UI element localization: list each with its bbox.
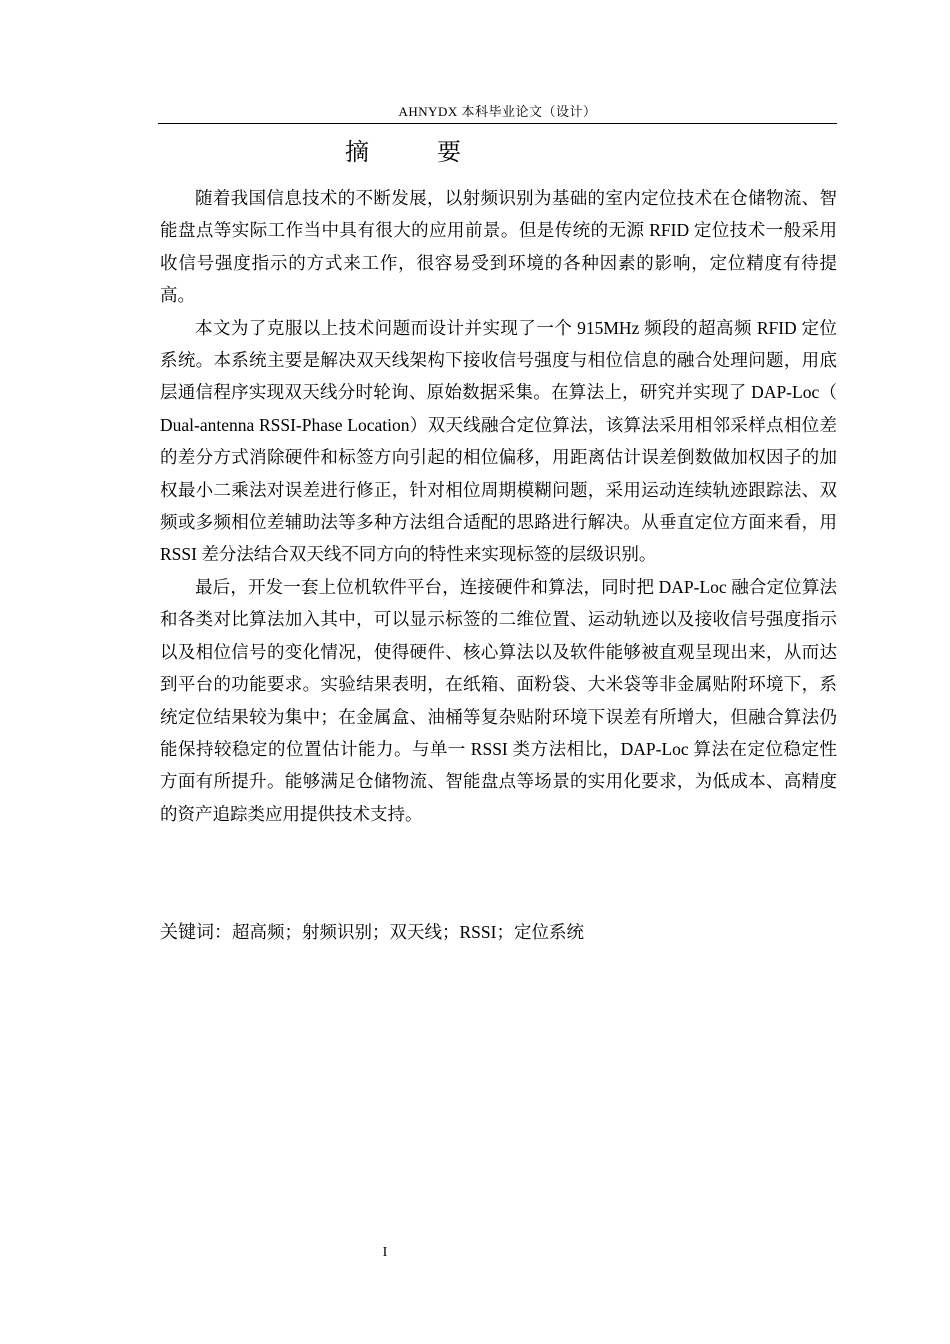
abstract-body: [160, 182, 837, 830]
keywords-line: [160, 916, 837, 949]
keywords-text: 超高频；射频识别；双天线；RSSI；定位系统: [232, 922, 584, 942]
header-rule: [158, 123, 837, 124]
page-number: I: [382, 1245, 388, 1260]
abstract-paragraph-1: 随着我国信息技术的不断发展，以射频识别为基础的室内定位技术在仓储物流、智能盘点等实际工作当中具有很大的应用前景。但是传统的无源 RFID 定位技术一般采用收信号强度指示的方式来工作，很容易受到环境的各种因素的影响，定位精度有待提高。: [160, 188, 837, 306]
abstract-title: 摘 要: [345, 138, 483, 166]
abstract-paragraph-3: 最后，开发一套上位机软件平台，连接硬件和算法，同时把 DAP-Loc 融合定位算法和各类对比算法加入其中，可以显示标签的二维位置、运动轨迹以及接收信号强度指示以及相位信号的变化情况，使得硬件、核心算法以及软件能够被直观呈现出来，从而达到平台的功能要求。实验结果表明，在纸箱、面粉袋、大米袋等非金属贴附环境下，系统定位结果较为集中；在金属盒、油桶等复杂贴附环境下误差有所增大，但融合算法仍能保持较稳定的位置估计能力。与单一 RSSI 类方法相比，DAP-Loc 算法在定位稳定性方面有所提升。能够满足仓储物流、智能盘点等场景的实用化要求，为低成本、高精度的资产追踪类应用提供技术支持。: [160, 576, 837, 824]
abstract-paragraph-2: 本文为了克服以上技术问题而设计并实现了一个 915MHz 频段的超高频 RFID 定位系统。本系统主要是解决双天线架构下接收信号强度与相位信息的融合处理问题，用底层通信程序实现双天线分时轮询、原始数据采集。在算法上，研究并实现了 DAP-Loc（ Dual-antenna RSSI-Phase Location）双天线融合定位算法，该算法采用相邻采样点相位差的差分方式消除硬件和标签方向引起的相位偏移，用距离估计误差倒数做加权因子的加权最小二乘法对误差进行修正，针对相位周期模糊问题，采用运动连续轨迹跟踪法、双频或多频相位差辅助法等多种方法组合适配的思路进行解决。从垂直定位方面来看，用 RSSI 差分法结合双天线不同方向的特性来实现标签的层级识别。: [160, 317, 837, 565]
keywords-label: 关键词：: [160, 922, 232, 943]
running-header: AHNYDX 本科毕业论文（设计）: [398, 104, 597, 119]
